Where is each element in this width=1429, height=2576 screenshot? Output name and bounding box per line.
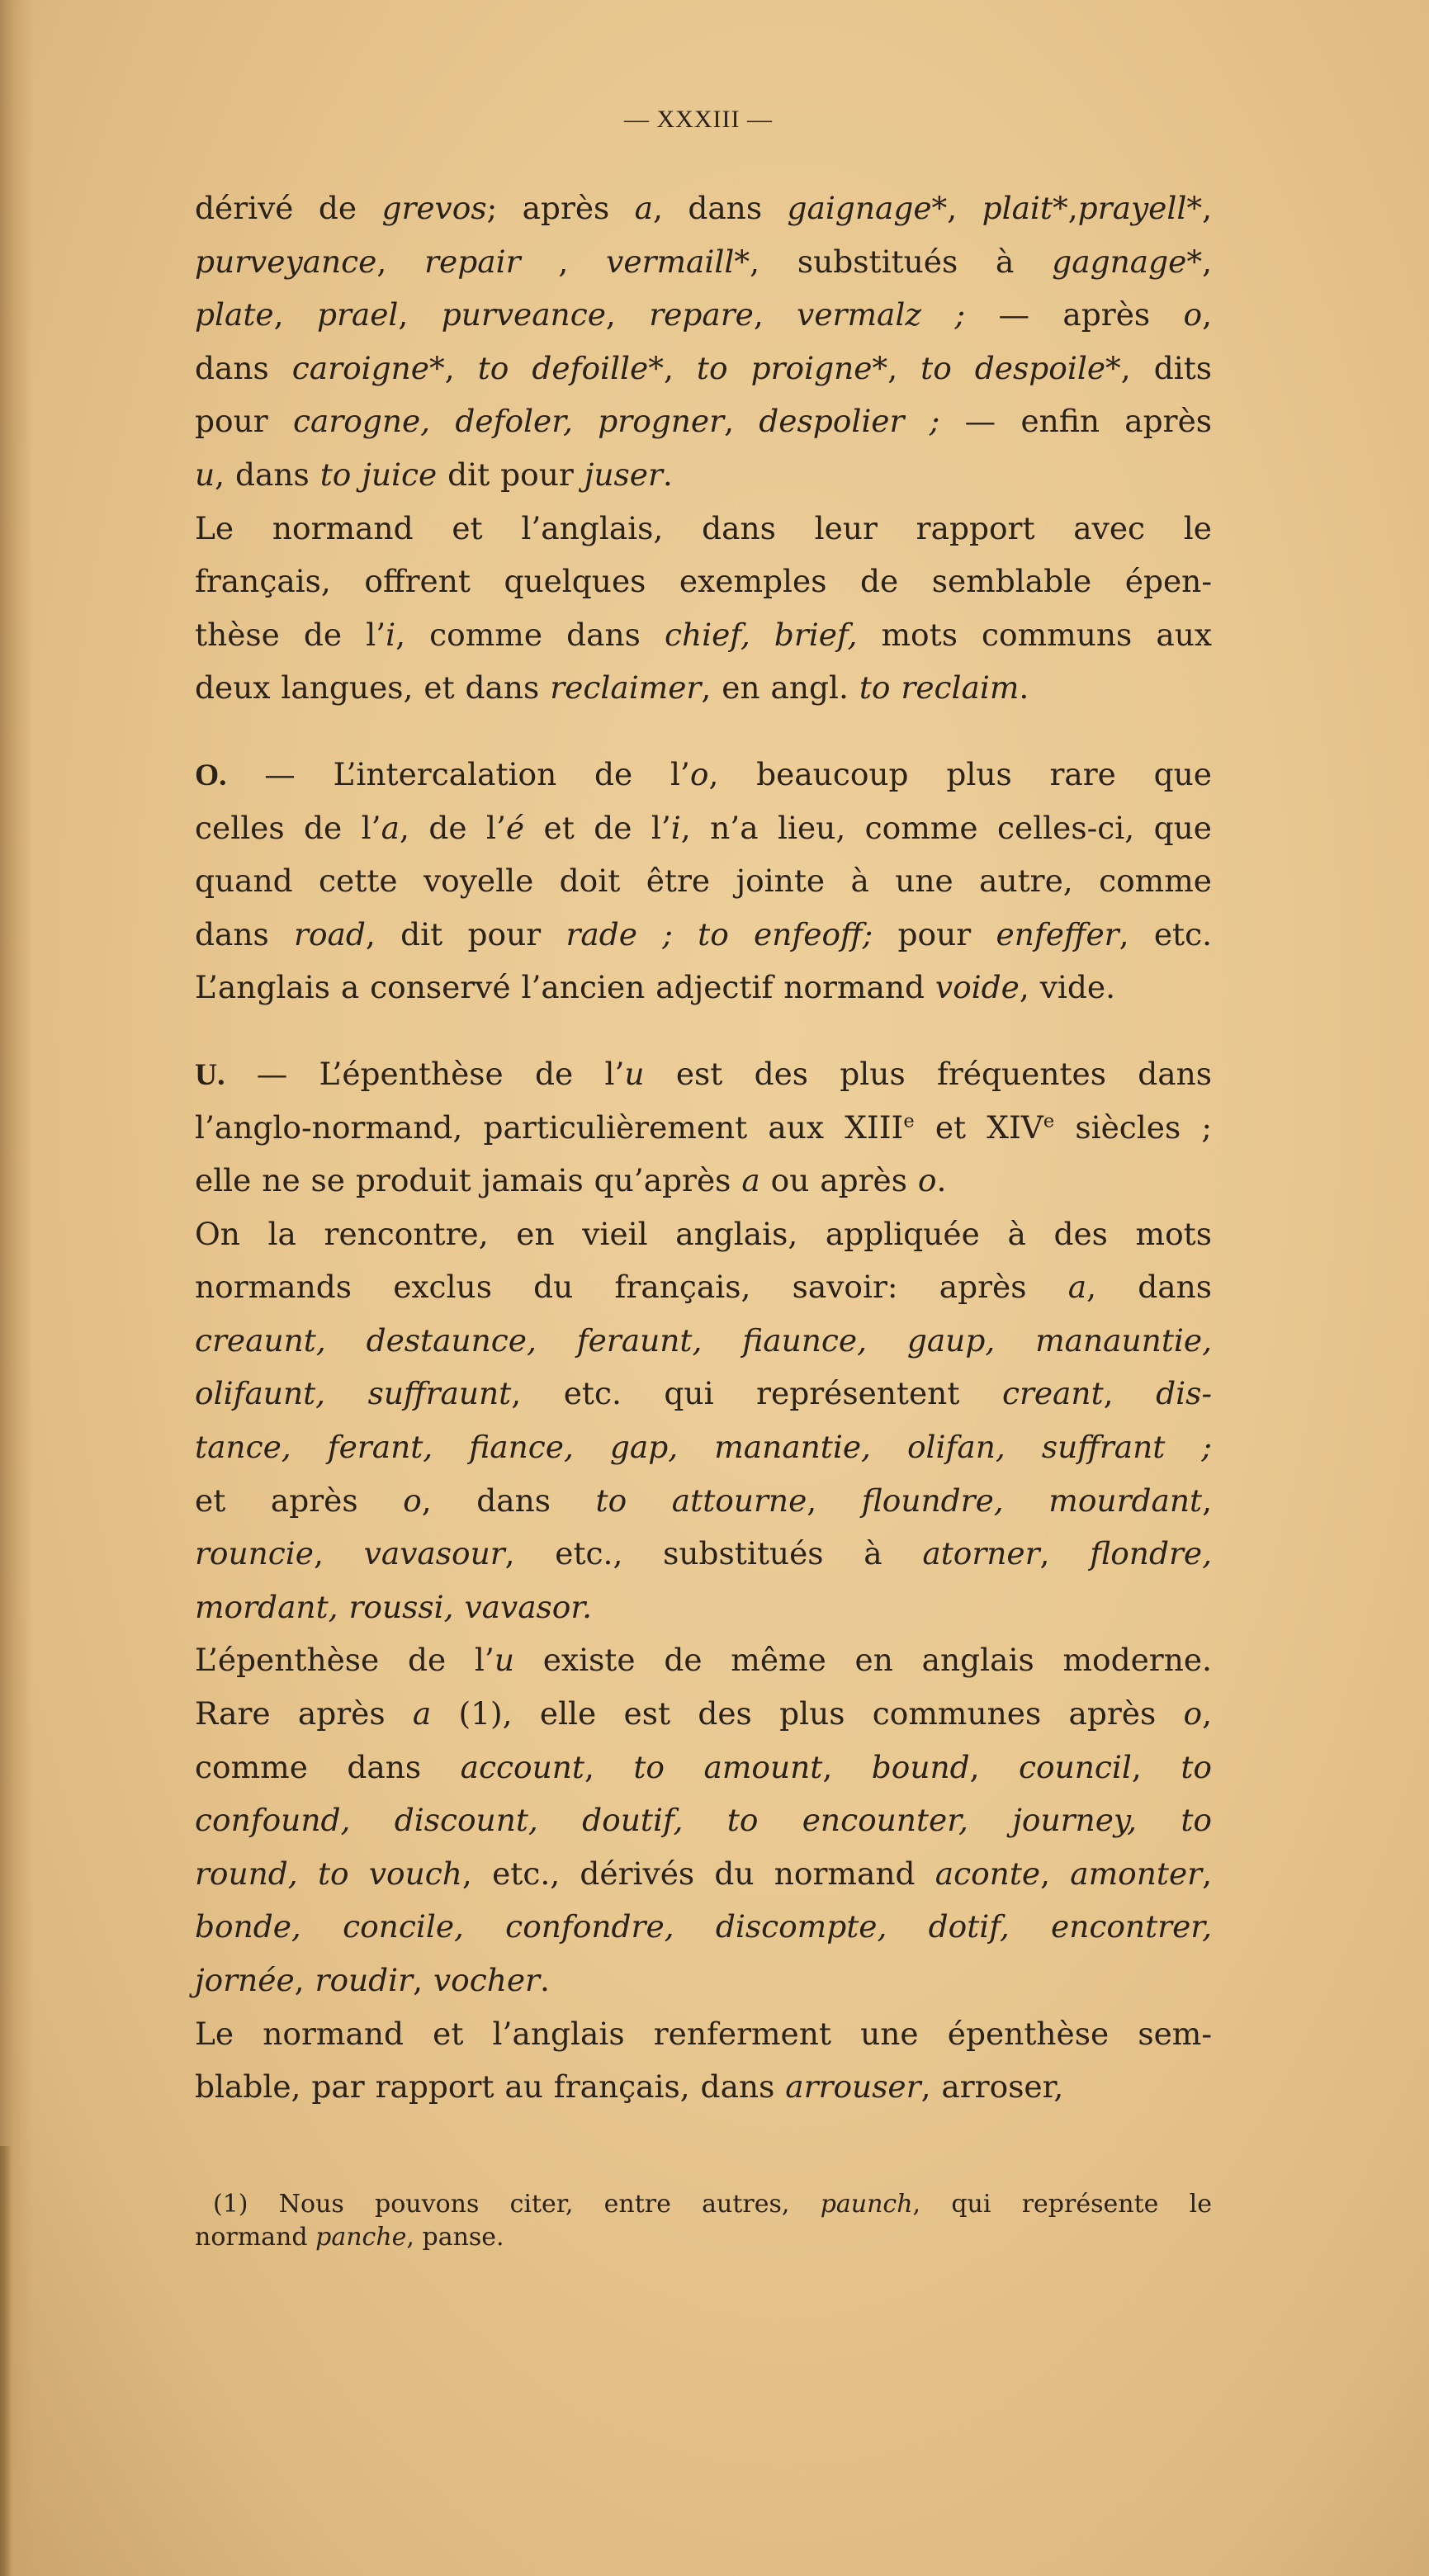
section-letter: U. [195,1057,225,1092]
text-run: est des plus fréquentes dans [644,1055,1212,1092]
italic-term: o [917,1162,937,1199]
italic-term: a [1067,1269,1087,1306]
text-line [195,448,1212,502]
text-line [195,908,1212,962]
text-run: , [294,1962,315,1998]
text-run: pour [873,915,996,952]
superscript: e [1043,1110,1055,1132]
italic-term: caroigne* [291,349,445,386]
text-run: et XIV [914,1108,1043,1146]
text-run: et après [195,1482,404,1519]
italic-term: purveance [441,296,606,333]
italic-term: voide [935,969,1020,1006]
italic-term: to reclaim [859,669,1020,707]
text-run: , substitués à [750,243,1053,280]
footnote-spacer [195,2114,1212,2188]
italic-term: confound, discount, doutif, to encounter, journey, to [195,1802,1212,1839]
text-run: deux langues, et dans [195,669,551,707]
italic-term: gagnage* [1052,243,1203,280]
paragraph-epenthese-i [195,502,1212,715]
text-run: , etc. qui représentent [511,1375,1002,1412]
italic-term: a [381,809,400,846]
italic-term: i [386,616,396,653]
text-line [195,1420,1212,1474]
italic-term: flondre, [1090,1535,1212,1572]
italic-term: repare [649,296,754,333]
italic-term: juser [584,456,663,493]
italic-term: aconte [935,1855,1041,1892]
text-run: . [540,1962,550,1998]
text-run: , qui représente le [912,2189,1212,2219]
text-line [195,2007,1212,2061]
text-line [195,961,1212,1014]
text-line [195,1687,1212,1741]
text-line [195,748,1212,801]
italic-term: rouncie [195,1535,314,1572]
italic-term: mordant, roussi, vavasor. [195,1588,593,1625]
italic-term: u [195,456,215,493]
text-run: , dits [1120,349,1213,386]
text-run: , dit pour [365,915,566,952]
text-line [195,801,1212,855]
text-line [195,661,1212,715]
text-run: , [887,349,921,386]
italic-term: round, to vouch [195,1855,462,1892]
text-line [195,1741,1212,1794]
italic-term: account [460,1748,584,1785]
text-line [195,1154,1212,1208]
italic-term: vermaill* [606,243,750,280]
paragraph-continuation [195,182,1212,502]
text-line [195,1581,1212,1634]
text-run: , [398,296,442,333]
italic-term: atorner [922,1535,1040,1572]
text-run: , [1202,1482,1212,1519]
text-run: , [520,243,607,280]
italic-term: arrouser [785,2068,921,2106]
text-run: — L’épenthèse de l’ [225,1055,625,1092]
text-run: dit pour [437,456,584,493]
italic-term: to amount [633,1748,823,1785]
text-run: , [413,1962,433,1998]
text-run: L’épenthèse de l’ [195,1642,494,1679]
italic-term: creant [1001,1375,1104,1412]
text-run: Le normand et l’anglais renferment une épenthèse sem- [195,2015,1212,2052]
italic-term: road [294,915,366,952]
text-run: — L’intercalation de l’ [226,755,690,792]
text-run: , panse. [406,2222,504,2252]
italic-term: to juice [319,456,438,493]
italic-term: jornée [195,1962,295,1998]
text-run: dérivé de [195,190,382,226]
italic-term: tance, ferant, fiance, gap, manantie, olifan, suffrant ; [195,1429,1212,1466]
italic-term: plait* [982,190,1068,226]
text-run: , [1067,190,1078,226]
text-run: , en angl. [701,669,859,707]
section-gap [195,715,1212,748]
text-run: , [663,349,697,386]
text-line [195,288,1212,342]
text-run: Rare après [195,1695,413,1732]
text-run: . [1019,669,1029,707]
italic-term: amonter [1070,1855,1203,1892]
text-run: , arroser, [920,2068,1064,2106]
text-run: , [1202,296,1213,333]
text-run: On la rencontre, en vieil anglais, appliquée à des mots [195,1215,1212,1252]
italic-term: a [741,1162,760,1199]
italic-term: rade ; to enfeoff; [565,915,873,952]
text-line [195,1260,1212,1314]
text-line [195,1900,1212,1954]
italic-term: despolier ; [759,403,940,440]
text-line [195,1101,1212,1155]
italic-term: o [403,1482,422,1519]
text-run: , comme dans [395,616,665,653]
text-run: , [1202,190,1212,226]
italic-term: é [505,809,525,846]
text-run: , vide. [1019,969,1115,1006]
italic-term: vavasour [363,1535,505,1572]
paragraph-vieil-anglais [195,1208,1212,1634]
book-page [195,106,1212,2254]
text-run: dans [195,349,292,386]
text-run: blable, par rapport au français, dans [195,2068,786,2106]
text-run: . [936,1162,947,1199]
text-run: (1), elle est des plus communes après [431,1695,1184,1732]
text-line [195,395,1212,448]
italic-term: olifaunt, suffraunt [195,1375,512,1412]
italic-term: floundre, mourdant [861,1482,1203,1519]
text-run: , [1202,1695,1213,1732]
footnote-line [195,2221,1212,2254]
text-line [195,182,1212,235]
text-run: , dans [1086,1269,1212,1306]
text-line [195,1367,1212,1420]
paragraph-section-o [195,748,1212,1014]
text-run: , [753,296,797,333]
text-run: , beaucoup plus rare que [708,755,1212,792]
text-run: , [605,296,650,333]
italic-term: paunch [820,2189,913,2219]
superscript: e [903,1110,915,1132]
italic-term: to proigne* [696,349,888,386]
text-line [195,342,1212,395]
italic-term: o [689,755,709,792]
body-text [195,182,1212,2114]
text-run: (1) Nous pouvons citer, entre autres, [213,2189,821,2219]
text-run: , [1040,1855,1071,1892]
text-line [195,1474,1212,1528]
text-run: normand [195,2222,316,2252]
italic-term: o [1183,1695,1203,1732]
text-run: celles de l’ [195,809,381,846]
italic-term: to despoile* [920,349,1121,386]
text-run: siècles ; [1054,1108,1212,1146]
text-run: , [947,190,982,226]
text-run: dans [195,915,295,952]
page-number: — XXXIII — [624,106,773,133]
italic-term: i [670,809,681,846]
text-run: , [1039,1535,1091,1572]
text-line [195,1527,1212,1581]
italic-term: to attourne [595,1482,807,1519]
text-run: L’anglais a conservé l’ancien adjectif normand [195,969,935,1006]
text-run: , [1131,1748,1181,1785]
text-line [195,1954,1212,2007]
text-line [195,1847,1212,1901]
text-run: , [584,1748,634,1785]
text-run: mots communs aux [857,616,1212,653]
italic-term: a [634,190,654,226]
italic-term: o [1183,296,1203,333]
italic-term: u [624,1055,645,1092]
text-line [195,1047,1212,1101]
text-run: , [969,1748,1020,1785]
text-run: , [314,1535,364,1572]
text-run: , [376,243,425,280]
text-run: , etc., dérivés du normand [461,1855,935,1892]
paragraph-arrouser [195,2007,1212,2114]
text-run: , [1202,243,1213,280]
italic-term: a [412,1695,432,1732]
text-run: , n’a lieu, comme celles-ci, que [680,809,1212,846]
text-run: , [444,349,478,386]
italic-term: prael [316,296,399,333]
italic-term: chief, brief, [664,616,858,653]
text-run: , dans [215,456,320,493]
italic-term: roudir [315,1962,414,1998]
italic-term: council [1019,1748,1132,1785]
text-run: et de l’ [524,809,671,846]
footnote [195,2188,1212,2254]
text-line [195,2060,1212,2114]
text-run: français, offrent quelques exemples de semblable épen- [195,563,1212,600]
text-run: , [273,296,317,333]
text-run: existe de même en anglais moderne. [513,1642,1212,1679]
italic-term: enfeffer [996,915,1119,952]
text-run: normands exclus du français, savoir: après [195,1269,1068,1306]
text-run: , dans [421,1482,596,1519]
text-line [195,502,1212,555]
footnote-line [195,2188,1212,2221]
page-edge-binding [0,2146,12,2576]
italic-term: bound [871,1748,970,1785]
section-letter: O. [195,758,227,792]
text-line [195,1314,1212,1368]
italic-term: prayell* [1077,190,1203,226]
italic-term: dis- [1156,1375,1213,1412]
text-run: — après [965,296,1184,333]
text-run: , [807,1482,862,1519]
italic-term: repair [424,243,521,280]
text-run: . [662,456,673,493]
text-line [195,235,1212,289]
section-gap [195,1014,1212,1047]
text-run: , etc. [1119,915,1212,952]
text-run: comme dans [195,1748,461,1785]
text-run: , de l’ [399,809,506,846]
italic-term: plate [195,296,274,333]
text-run: , [724,403,759,440]
text-run: pour [195,403,293,440]
italic-term: panche [315,2222,407,2252]
italic-term: vocher [433,1962,540,1998]
text-line [195,1794,1212,1847]
italic-term: to [1181,1748,1212,1785]
text-run: ; après [486,190,635,226]
italic-term: reclaimer [550,669,702,707]
text-run: Le normand et l’anglais, dans leur rapport avec le [195,509,1212,546]
paragraph-section-u [195,1047,1212,1208]
text-run: , dans [653,190,788,226]
text-run: , [1202,1855,1213,1892]
text-run: , [822,1748,872,1785]
text-run: — enfin après [939,403,1213,440]
italic-term: vermalz ; [797,296,966,333]
italic-term: creaunt, destaunce, feraunt, fiaunce, gaup, manauntie, [195,1321,1212,1359]
text-line [195,1633,1212,1687]
text-run: , etc., substitués à [504,1535,923,1572]
text-line [195,1208,1212,1261]
text-line [195,608,1212,662]
text-run: elle ne se produit jamais qu’après [195,1162,742,1199]
text-line [195,555,1212,608]
italic-term: carogne, defoler, progner [292,403,725,440]
italic-term: bonde, concile, confondre, discompte, dotif, encontrer, [195,1908,1212,1945]
text-run: l’anglo-normand, particulièrement aux XIII [195,1108,904,1146]
italic-term: grevos [381,190,487,226]
text-run: thèse de l’ [195,616,386,653]
text-run: quand cette voyelle doit être jointe à une autre, comme [195,863,1212,900]
italic-term: gaignage* [787,190,948,226]
italic-term: to defoille* [477,349,664,386]
text-line [195,854,1212,908]
text-run: , [1103,1375,1157,1412]
paragraph-anglais-moderne [195,1633,1212,2006]
text-run: ou après [759,1162,918,1199]
italic-term: purveyance [195,243,377,280]
italic-term: u [494,1642,514,1679]
